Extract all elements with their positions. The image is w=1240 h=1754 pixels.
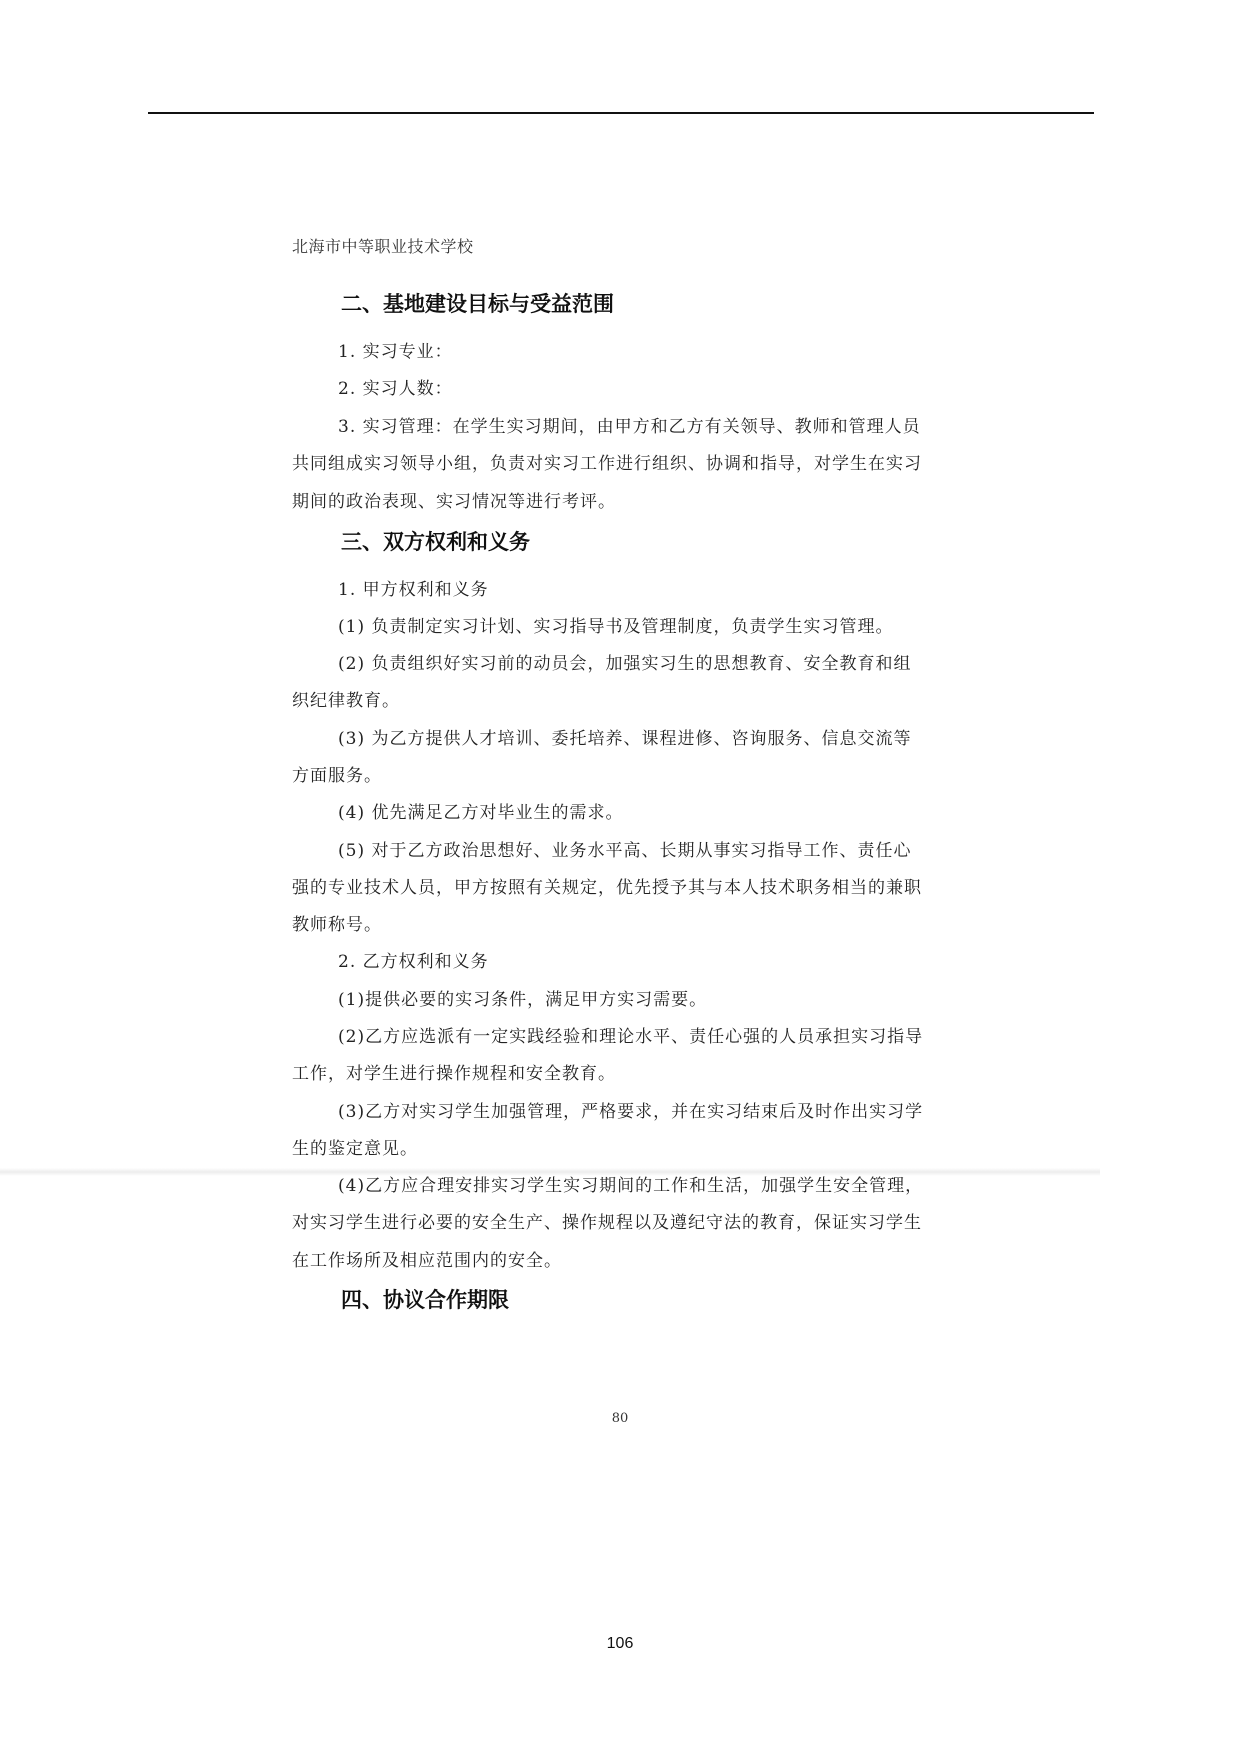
paragraph-line: (4) 优先满足乙方对毕业生的需求。 <box>338 803 624 823</box>
paragraph-line: (4)乙方应合理安排实习学生实习期间的工作和生活，加强学生安全管理， <box>338 1176 924 1196</box>
subsection-title-party-a: 1. 甲方权利和义务 <box>338 580 489 600</box>
section-heading-term: 四、协议合作期限 <box>341 1288 509 1312</box>
paragraph-line: (3)乙方对实习学生加强管理，严格要求，并在实习结束后及时作出实习学 <box>338 1102 924 1122</box>
paragraph-line: 3. 实习管理：在学生实习期间，由甲方和乙方有关领导、教师和管理人员 <box>338 417 921 437</box>
paragraph-line: (2)乙方应选派有一定实践经验和理论水平、责任心强的人员承担实习指导 <box>338 1027 924 1047</box>
paragraph-line: 教师称号。 <box>292 915 382 935</box>
paragraph-line: 期间的政治表现、实习情况等进行考评。 <box>292 492 616 512</box>
header-rule <box>148 112 1094 114</box>
paragraph-line: 生的鉴定意见。 <box>292 1139 418 1159</box>
school-name-header: 北海市中等职业技术学校 <box>292 237 474 256</box>
paragraph-line: (1) 负责制定实习计划、实习指导书及管理制度，负责学生实习管理。 <box>338 617 894 637</box>
inner-page-number: 80 <box>611 1411 629 1426</box>
paragraph-line: (3) 为乙方提供人才培训、委托培养、课程进修、咨询服务、信息交流等 <box>338 729 912 749</box>
paragraph-line: (1)提供必要的实习条件，满足甲方实习需要。 <box>338 990 708 1010</box>
page-number: 106 <box>606 1635 634 1652</box>
paragraph-line: (2) 负责组织好实习前的动员会，加强实习生的思想教育、安全教育和组 <box>338 654 912 674</box>
paragraph-line: 1. 实习专业： <box>338 342 453 362</box>
paragraph-line: 织纪律教育。 <box>292 691 400 711</box>
paragraph-line: 共同组成实习领导小组，负责对实习工作进行组织、协调和指导，对学生在实习 <box>292 454 922 474</box>
paragraph-line: 对实习学生进行必要的安全生产、操作规程以及遵纪守法的教育，保证实习学生 <box>292 1213 922 1233</box>
paragraph-line: (5) 对于乙方政治思想好、业务水平高、长期从事实习指导工作、责任心 <box>338 841 912 861</box>
paragraph-line: 强的专业技术人员，甲方按照有关规定，优先授予其与本人技术职务相当的兼职 <box>292 878 922 898</box>
section-heading-goals: 二、基地建设目标与受益范围 <box>341 292 614 316</box>
paragraph-line: 方面服务。 <box>292 766 382 786</box>
paragraph-line: 在工作场所及相应范围内的安全。 <box>292 1251 562 1271</box>
paragraph-line: 工作，对学生进行操作规程和安全教育。 <box>292 1064 616 1084</box>
section-heading-rights: 三、双方权利和义务 <box>341 530 530 554</box>
paragraph-line: 2. 实习人数： <box>338 379 453 399</box>
subsection-title-party-b: 2. 乙方权利和义务 <box>338 952 489 972</box>
